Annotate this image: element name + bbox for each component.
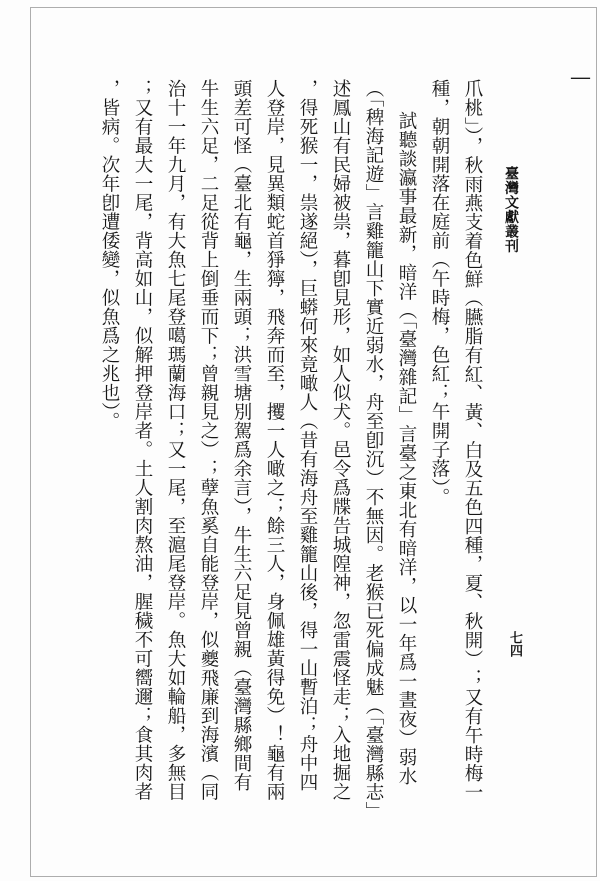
text-column: 種，朝朝開落在庭前（午時梅，色紅；午開子落）。 bbox=[429, 79, 449, 507]
text-column: （「稗海記遊」言雞籠山下實近弱水，舟至卽沉）不無因。老猴已死偏成魅（「臺灣縣志」 bbox=[363, 79, 383, 821]
text-column: ，皆病。次年卽遭倭變，似魚爲之兆也）。 bbox=[99, 79, 119, 431]
main-text-block bbox=[88, 79, 488, 843]
running-head-series-title: 臺灣文獻叢刊 bbox=[503, 166, 518, 253]
text-column-paragraph-start: 試聽談瀛事最新，暗洋（「臺灣雜記」言臺之東北有暗洋，以一年爲一晝夜）弱水 bbox=[396, 111, 416, 786]
text-column: 述鳳山有民婦被祟，暮卽見形，如人似犬。邑令爲牒告城隍神，忽雷震怪走；入地掘之 bbox=[330, 79, 350, 801]
text-column: 人登岸，見異類蛇首猙獰，飛奔而至，攫一人噉之；餘三人，身佩雄黃得免）！龜有兩 bbox=[264, 79, 284, 801]
text-column: ，得死猴一，祟遂絕），巨蟒何來竟噉人（昔有海舟至雞籠山後，得一山暫泊；舟中四 bbox=[297, 79, 317, 792]
text-column: 牛生六足，二足從背上倒垂而下；曾親見之）；孽魚奚自能登岸，似夔飛廉到海濱（同 bbox=[198, 79, 218, 801]
text-column: 爪桃」），秋雨燕支着色鮮（臙脂有紅、黃、白及五色四種，夏、秋開）；又有午時梅一 bbox=[462, 79, 482, 802]
text-column: 治十一年九月，有大魚七尾登噶瑪蘭海口；又一尾，至滬尾登岸。魚大如輪船，多無目 bbox=[165, 79, 185, 801]
text-column: 頭差可怪（臺北有龜，生兩頭；洪雪塘別駕爲余言），牛生六足見曾親（臺灣縣鄉間有 bbox=[231, 79, 251, 792]
text-column: ；又有最大一尾，背高如山，似解押登岸者。土人割肉熬油，腥穢不可嚮邇；食其肉者 bbox=[132, 79, 152, 801]
margin-dash-mark: — bbox=[571, 67, 590, 88]
page-number: 七四 bbox=[508, 631, 523, 657]
